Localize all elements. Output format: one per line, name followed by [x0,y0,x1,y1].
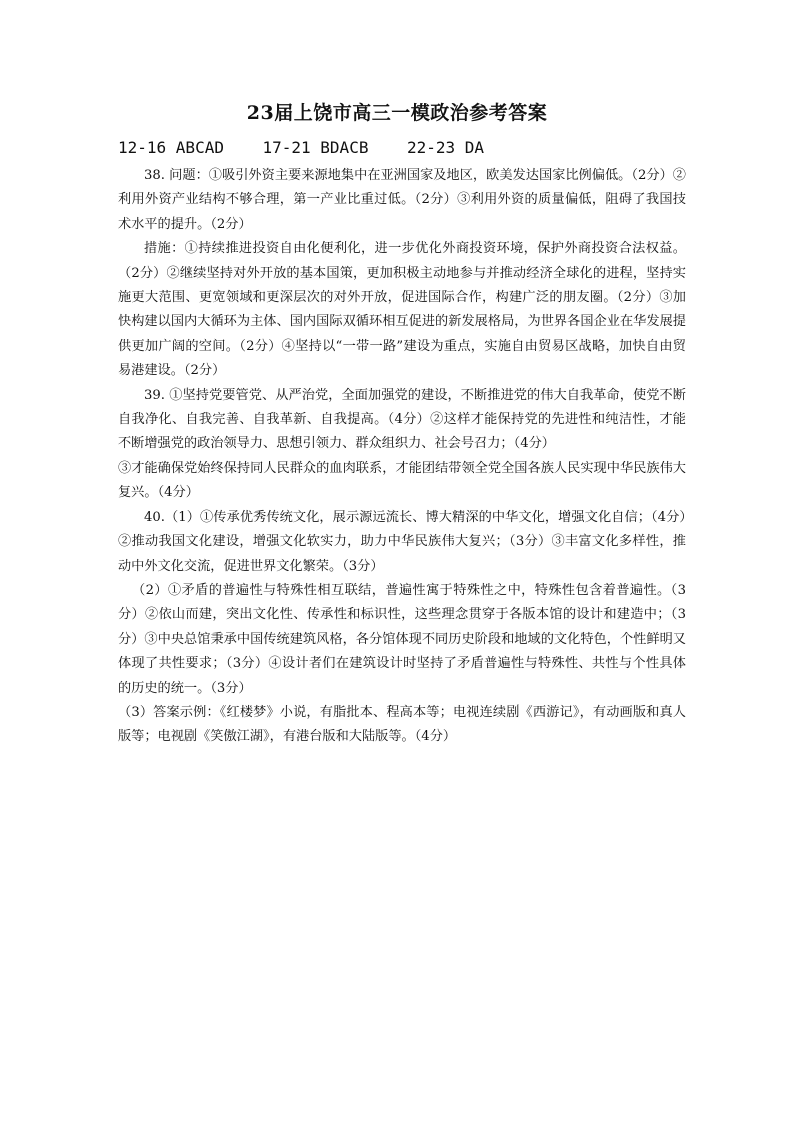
answer-38-measures: 措施：①持续推进投资自由化便利化，进一步优化外商投资环境，保护外商投资合法权益。（2分）②继续坚持对外开放的基本国策，更加积极主动地参与并推动经济全球化的进程，坚持实施更大范围、更宽领域和更深层次的对外开放，促进国际合作，构建广泛的朋友圈。（2分）③加快构建以国内大循环为主体、国内国际双循环相互促进的新发展格局，为世界各国企业在华发展提供更加广阔的空间。（2分）④坚持以“一带一路”建设为重点，实施自由贸易区战略，加快自由贸易港建设。（2分） [118,241,686,379]
document-title: 23届上饶市高三一模政治参考答案 [246,102,548,124]
answer-38-problems: 38. 问题：①吸引外资主要来源地集中在亚洲国家及地区，欧美发达国家比例偏低。（2分）②利用外资产业结构不够合理，第一产业比重过低。（2分）③利用外资的质量偏低，阻碍了我国技术水平的提升。（2分） [118,168,686,232]
answer-40-2: （2）①矛盾的普遍性与特殊性相互联结，普遍性寓于特殊性之中，特殊性包含着普遍性。（3分）②依山而建，突出文化性、传承性和标识性，这些理念贯穿于各版本馆的设计和建造中；（3分）③中央总馆秉承中国传统建筑风格，各分馆体现不同历史阶段和地域的文化特色，个性鲜明又体现了共性要求；（3分）④设计者们在建筑设计时坚持了矛盾普遍性与特殊性、共性与个性具体的历史的统一。（3分） [118,582,686,696]
answer-40-3: （3）答案示例：《红楼梦》小说，有脂批本、程高本等；电视连续剧《西游记》，有动画版和真人版等；电视剧《笑傲江湖》，有港台版和大陆版等。（4分） [118,704,686,745]
answer-39: 39. ①坚持党要管党、从严治党，全面加强党的建设，不断推进党的伟大自我革命，使党不断自我净化、自我完善、自我革新、自我提高。（4分）②这样才能保持党的先进性和纯洁性，才能不断增强党的政治领导力、思想引领力、群众组织力、社会号召力；（4分） [118,387,686,452]
answer-40-1: 40.（1）①传承优秀传统文化，展示源远流长、博大精深的中华文化，增强文化自信；（4分）②推动我国文化建设，增强文化软实力，助力中华民族伟大复兴；（3分）③丰富文化多样性，推动中外文化交流，促进世界文化繁荣。（3分） [118,509,686,574]
answer-body [118,164,686,750]
answer-39-continued: ③才能确保党始终保持同人民群众的血肉联系，才能团结带领全党全国各族人民实现中华民族伟大复兴。（4分） [118,460,686,501]
choice-answers: 12-16 ABCAD 17-21 BDACB 22-23 DA [118,138,485,157]
